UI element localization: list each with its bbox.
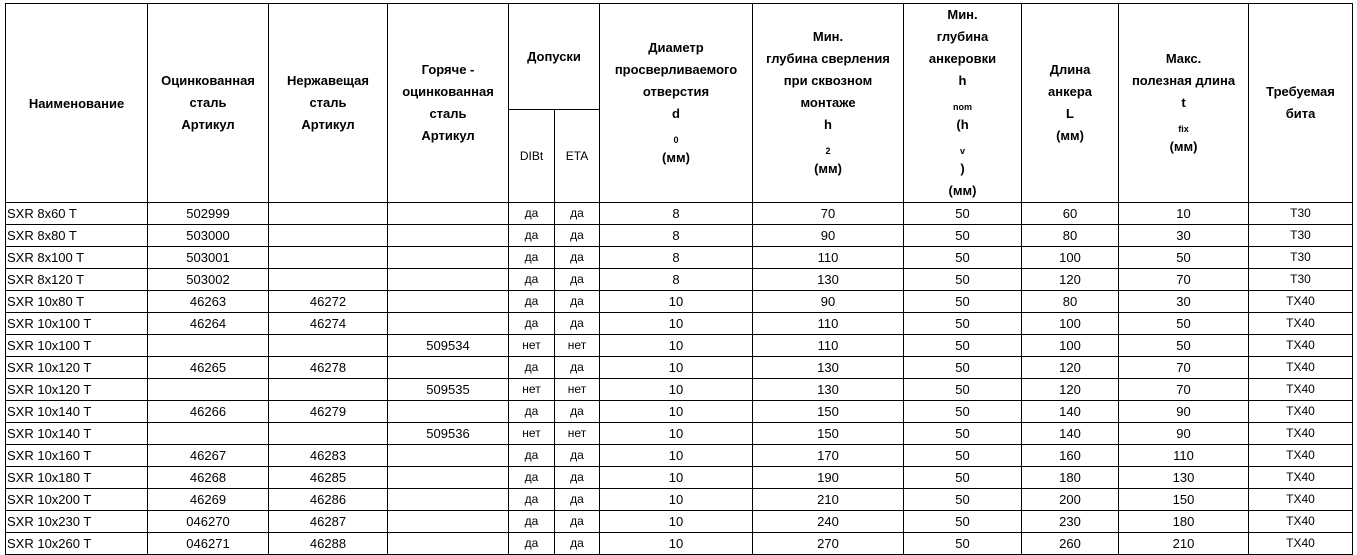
cell-min-anchor-depth: 50 <box>904 467 1022 489</box>
table-row <box>6 335 1353 357</box>
cell-anchor-length: 120 <box>1022 269 1119 291</box>
cell-eta: да <box>555 401 600 423</box>
cell-galvanized-article <box>148 423 269 445</box>
cell-anchor-length: 100 <box>1022 313 1119 335</box>
cell-required-bit: TX40 <box>1249 357 1353 379</box>
cell-anchor-length: 160 <box>1022 445 1119 467</box>
cell-galvanized-article: 46266 <box>148 401 269 423</box>
cell-eta: да <box>555 357 600 379</box>
cell-min-drill-depth: 110 <box>753 247 904 269</box>
cell-hotdip-article <box>388 269 509 291</box>
cell-eta: да <box>555 269 600 291</box>
table-row <box>6 445 1353 467</box>
cell-required-bit: TX40 <box>1249 533 1353 555</box>
cell-galvanized-article: 503001 <box>148 247 269 269</box>
cell-anchor-length: 100 <box>1022 335 1119 357</box>
cell-dibt: да <box>509 225 555 247</box>
cell-dibt: нет <box>509 423 555 445</box>
cell-hotdip-article <box>388 467 509 489</box>
cell-dibt: да <box>509 533 555 555</box>
cell-dibt: да <box>509 247 555 269</box>
cell-name: SXR 10x100 T <box>6 313 148 335</box>
cell-dibt: да <box>509 445 555 467</box>
cell-anchor-length: 80 <box>1022 225 1119 247</box>
cell-min-drill-depth: 130 <box>753 269 904 291</box>
cell-drill-diameter: 10 <box>600 335 753 357</box>
cell-required-bit: TX40 <box>1249 379 1353 401</box>
cell-eta: да <box>555 203 600 225</box>
cell-galvanized-article: 46269 <box>148 489 269 511</box>
cell-anchor-length: 230 <box>1022 511 1119 533</box>
cell-min-anchor-depth: 50 <box>904 445 1022 467</box>
cell-min-drill-depth: 190 <box>753 467 904 489</box>
cell-min-drill-depth: 130 <box>753 357 904 379</box>
cell-min-anchor-depth: 50 <box>904 489 1022 511</box>
cell-dibt: да <box>509 467 555 489</box>
cell-min-anchor-depth: 50 <box>904 335 1022 357</box>
cell-max-fixture-length: 70 <box>1119 379 1249 401</box>
cell-max-fixture-length: 180 <box>1119 511 1249 533</box>
cell-max-fixture-length: 110 <box>1119 445 1249 467</box>
cell-stainless-article: 46279 <box>269 401 388 423</box>
cell-drill-diameter: 10 <box>600 379 753 401</box>
cell-min-anchor-depth: 50 <box>904 511 1022 533</box>
cell-hotdip-article <box>388 291 509 313</box>
cell-max-fixture-length: 50 <box>1119 247 1249 269</box>
cell-stainless-article: 46285 <box>269 467 388 489</box>
cell-anchor-length: 260 <box>1022 533 1119 555</box>
cell-stainless-article <box>269 269 388 291</box>
table-row <box>6 269 1353 291</box>
cell-anchor-length: 100 <box>1022 247 1119 269</box>
cell-required-bit: T30 <box>1249 225 1353 247</box>
cell-stainless-article: 46287 <box>269 511 388 533</box>
cell-galvanized-article: 46267 <box>148 445 269 467</box>
table-row <box>6 489 1353 511</box>
cell-stainless-article: 46288 <box>269 533 388 555</box>
cell-hotdip-article <box>388 445 509 467</box>
cell-drill-diameter: 8 <box>600 247 753 269</box>
cell-stainless-article <box>269 335 388 357</box>
cell-galvanized-article: 046270 <box>148 511 269 533</box>
table-row <box>6 533 1353 555</box>
cell-max-fixture-length: 150 <box>1119 489 1249 511</box>
cell-eta: да <box>555 511 600 533</box>
cell-min-anchor-depth: 50 <box>904 203 1022 225</box>
cell-required-bit: T30 <box>1249 247 1353 269</box>
cell-name: SXR 8x60 T <box>6 203 148 225</box>
cell-stainless-article: 46278 <box>269 357 388 379</box>
cell-min-drill-depth: 130 <box>753 379 904 401</box>
cell-eta: да <box>555 467 600 489</box>
cell-min-drill-depth: 90 <box>753 225 904 247</box>
cell-min-drill-depth: 270 <box>753 533 904 555</box>
cell-galvanized-article: 503002 <box>148 269 269 291</box>
cell-min-anchor-depth: 50 <box>904 247 1022 269</box>
cell-required-bit: TX40 <box>1249 511 1353 533</box>
cell-name: SXR 8x100 T <box>6 247 148 269</box>
cell-drill-diameter: 10 <box>600 511 753 533</box>
cell-min-drill-depth: 70 <box>753 203 904 225</box>
header-max-fixture-length: Макс. полезная длина t $_{fix}$ (мм) <box>1119 4 1249 203</box>
cell-name: SXR 8x80 T <box>6 225 148 247</box>
cell-hotdip-article <box>388 247 509 269</box>
cell-name: SXR 10x140 T <box>6 401 148 423</box>
cell-required-bit: TX40 <box>1249 291 1353 313</box>
cell-drill-diameter: 8 <box>600 203 753 225</box>
cell-dibt: да <box>509 357 555 379</box>
cell-name: SXR 10x120 T <box>6 379 148 401</box>
cell-stainless-article <box>269 379 388 401</box>
cell-required-bit: T30 <box>1249 203 1353 225</box>
cell-galvanized-article: 46265 <box>148 357 269 379</box>
cell-drill-diameter: 10 <box>600 445 753 467</box>
cell-anchor-length: 120 <box>1022 379 1119 401</box>
cell-anchor-length: 80 <box>1022 291 1119 313</box>
header-stainless-article: Нержавещая сталь Артикул <box>269 4 388 203</box>
cell-min-drill-depth: 210 <box>753 489 904 511</box>
cell-min-anchor-depth: 50 <box>904 269 1022 291</box>
cell-min-drill-depth: 150 <box>753 423 904 445</box>
cell-eta: да <box>555 225 600 247</box>
cell-max-fixture-length: 210 <box>1119 533 1249 555</box>
cell-dibt: да <box>509 401 555 423</box>
cell-name: SXR 10x120 T <box>6 357 148 379</box>
cell-hotdip-article <box>388 401 509 423</box>
table-row <box>6 401 1353 423</box>
cell-dibt: нет <box>509 335 555 357</box>
cell-name: SXR 10x100 T <box>6 335 148 357</box>
cell-drill-diameter: 10 <box>600 357 753 379</box>
cell-anchor-length: 200 <box>1022 489 1119 511</box>
cell-anchor-length: 60 <box>1022 203 1119 225</box>
cell-hotdip-article <box>388 511 509 533</box>
table-row <box>6 423 1353 445</box>
cell-min-anchor-depth: 50 <box>904 423 1022 445</box>
cell-galvanized-article: 046271 <box>148 533 269 555</box>
cell-dibt: да <box>509 313 555 335</box>
cell-galvanized-article <box>148 379 269 401</box>
cell-min-drill-depth: 240 <box>753 511 904 533</box>
header-galvanized-article: Оцинкованная сталь Артикул <box>148 4 269 203</box>
cell-required-bit: TX40 <box>1249 489 1353 511</box>
cell-stainless-article <box>269 225 388 247</box>
cell-max-fixture-length: 70 <box>1119 357 1249 379</box>
cell-eta: да <box>555 291 600 313</box>
cell-min-anchor-depth: 50 <box>904 291 1022 313</box>
cell-min-anchor-depth: 50 <box>904 313 1022 335</box>
cell-name: SXR 10x180 T <box>6 467 148 489</box>
cell-name: SXR 10x160 T <box>6 445 148 467</box>
cell-dibt: да <box>509 291 555 313</box>
cell-name: SXR 10x260 T <box>6 533 148 555</box>
cell-galvanized-article: 502999 <box>148 203 269 225</box>
cell-max-fixture-length: 90 <box>1119 401 1249 423</box>
cell-name: SXR 10x230 T <box>6 511 148 533</box>
cell-min-anchor-depth: 50 <box>904 225 1022 247</box>
cell-stainless-article <box>269 247 388 269</box>
table-header <box>6 4 1353 203</box>
cell-drill-diameter: 10 <box>600 291 753 313</box>
cell-hotdip-article: 509534 <box>388 335 509 357</box>
cell-name: SXR 8x120 T <box>6 269 148 291</box>
cell-drill-diameter: 10 <box>600 533 753 555</box>
cell-eta: да <box>555 533 600 555</box>
table-row <box>6 225 1353 247</box>
header-dibt: DIBt <box>509 110 555 203</box>
cell-required-bit: TX40 <box>1249 335 1353 357</box>
cell-dibt: да <box>509 269 555 291</box>
cell-max-fixture-length: 70 <box>1119 269 1249 291</box>
cell-eta: нет <box>555 423 600 445</box>
anchor-spec-table-container <box>5 3 1353 555</box>
cell-hotdip-article <box>388 225 509 247</box>
table-row <box>6 313 1353 335</box>
cell-min-anchor-depth: 50 <box>904 379 1022 401</box>
header-min-anchor-depth: Мин. глубина анкеровки h $_{nom}$ (h $_v$ ) (мм) <box>904 4 1022 203</box>
cell-eta: да <box>555 489 600 511</box>
header-eta: ETA <box>555 110 600 203</box>
table-row <box>6 379 1353 401</box>
cell-min-drill-depth: 170 <box>753 445 904 467</box>
cell-stainless-article: 46283 <box>269 445 388 467</box>
header-drill-diameter: Диаметр просверливаемого отверстия d $_0$ (мм) <box>600 4 753 203</box>
anchor-spec-table <box>5 3 1353 555</box>
cell-drill-diameter: 8 <box>600 225 753 247</box>
cell-min-drill-depth: 150 <box>753 401 904 423</box>
cell-name: SXR 10x140 T <box>6 423 148 445</box>
header-hotdip-article: Горяче - оцинкованная сталь Артикул <box>388 4 509 203</box>
cell-min-anchor-depth: 50 <box>904 401 1022 423</box>
cell-galvanized-article: 503000 <box>148 225 269 247</box>
cell-anchor-length: 140 <box>1022 423 1119 445</box>
header-required-bit: Требуемая бита <box>1249 4 1353 203</box>
cell-stainless-article: 46286 <box>269 489 388 511</box>
cell-drill-diameter: 10 <box>600 489 753 511</box>
cell-min-drill-depth: 110 <box>753 335 904 357</box>
cell-stainless-article <box>269 423 388 445</box>
cell-required-bit: TX40 <box>1249 313 1353 335</box>
table-row <box>6 203 1353 225</box>
cell-max-fixture-length: 50 <box>1119 313 1249 335</box>
cell-eta: нет <box>555 379 600 401</box>
cell-eta: да <box>555 445 600 467</box>
cell-stainless-article <box>269 203 388 225</box>
cell-required-bit: T30 <box>1249 269 1353 291</box>
cell-name: SXR 10x80 T <box>6 291 148 313</box>
cell-required-bit: TX40 <box>1249 445 1353 467</box>
header-name: Наименование <box>6 4 148 203</box>
cell-max-fixture-length: 50 <box>1119 335 1249 357</box>
cell-anchor-length: 120 <box>1022 357 1119 379</box>
cell-name: SXR 10x200 T <box>6 489 148 511</box>
cell-min-drill-depth: 110 <box>753 313 904 335</box>
cell-anchor-length: 180 <box>1022 467 1119 489</box>
cell-max-fixture-length: 10 <box>1119 203 1249 225</box>
cell-required-bit: TX40 <box>1249 401 1353 423</box>
cell-required-bit: TX40 <box>1249 423 1353 445</box>
cell-min-anchor-depth: 50 <box>904 533 1022 555</box>
cell-eta: да <box>555 247 600 269</box>
cell-hotdip-article <box>388 203 509 225</box>
cell-required-bit: TX40 <box>1249 467 1353 489</box>
cell-hotdip-article <box>388 533 509 555</box>
header-approvals: Допуски <box>509 4 600 110</box>
cell-eta: нет <box>555 335 600 357</box>
header-min-drill-depth: Мин. глубина сверления при сквозном монтаже h $_2$ (мм) <box>753 4 904 203</box>
table-row <box>6 247 1353 269</box>
cell-hotdip-article <box>388 489 509 511</box>
table-body <box>6 203 1353 555</box>
table-row <box>6 357 1353 379</box>
cell-hotdip-article: 509536 <box>388 423 509 445</box>
cell-eta: да <box>555 313 600 335</box>
cell-max-fixture-length: 30 <box>1119 225 1249 247</box>
cell-drill-diameter: 10 <box>600 423 753 445</box>
cell-drill-diameter: 10 <box>600 401 753 423</box>
table-row <box>6 511 1353 533</box>
cell-max-fixture-length: 90 <box>1119 423 1249 445</box>
cell-dibt: да <box>509 511 555 533</box>
cell-hotdip-article <box>388 357 509 379</box>
cell-max-fixture-length: 130 <box>1119 467 1249 489</box>
cell-drill-diameter: 10 <box>600 467 753 489</box>
cell-galvanized-article: 46268 <box>148 467 269 489</box>
cell-hotdip-article: 509535 <box>388 379 509 401</box>
cell-dibt: да <box>509 489 555 511</box>
cell-dibt: нет <box>509 379 555 401</box>
header-anchor-length: Длина анкера L (мм) <box>1022 4 1119 203</box>
table-row <box>6 467 1353 489</box>
cell-max-fixture-length: 30 <box>1119 291 1249 313</box>
cell-hotdip-article <box>388 313 509 335</box>
cell-galvanized-article: 46263 <box>148 291 269 313</box>
cell-stainless-article: 46272 <box>269 291 388 313</box>
table-row <box>6 291 1353 313</box>
cell-dibt: да <box>509 203 555 225</box>
cell-min-anchor-depth: 50 <box>904 357 1022 379</box>
cell-anchor-length: 140 <box>1022 401 1119 423</box>
cell-stainless-article: 46274 <box>269 313 388 335</box>
cell-min-drill-depth: 90 <box>753 291 904 313</box>
cell-galvanized-article: 46264 <box>148 313 269 335</box>
cell-galvanized-article <box>148 335 269 357</box>
cell-drill-diameter: 10 <box>600 313 753 335</box>
cell-drill-diameter: 8 <box>600 269 753 291</box>
